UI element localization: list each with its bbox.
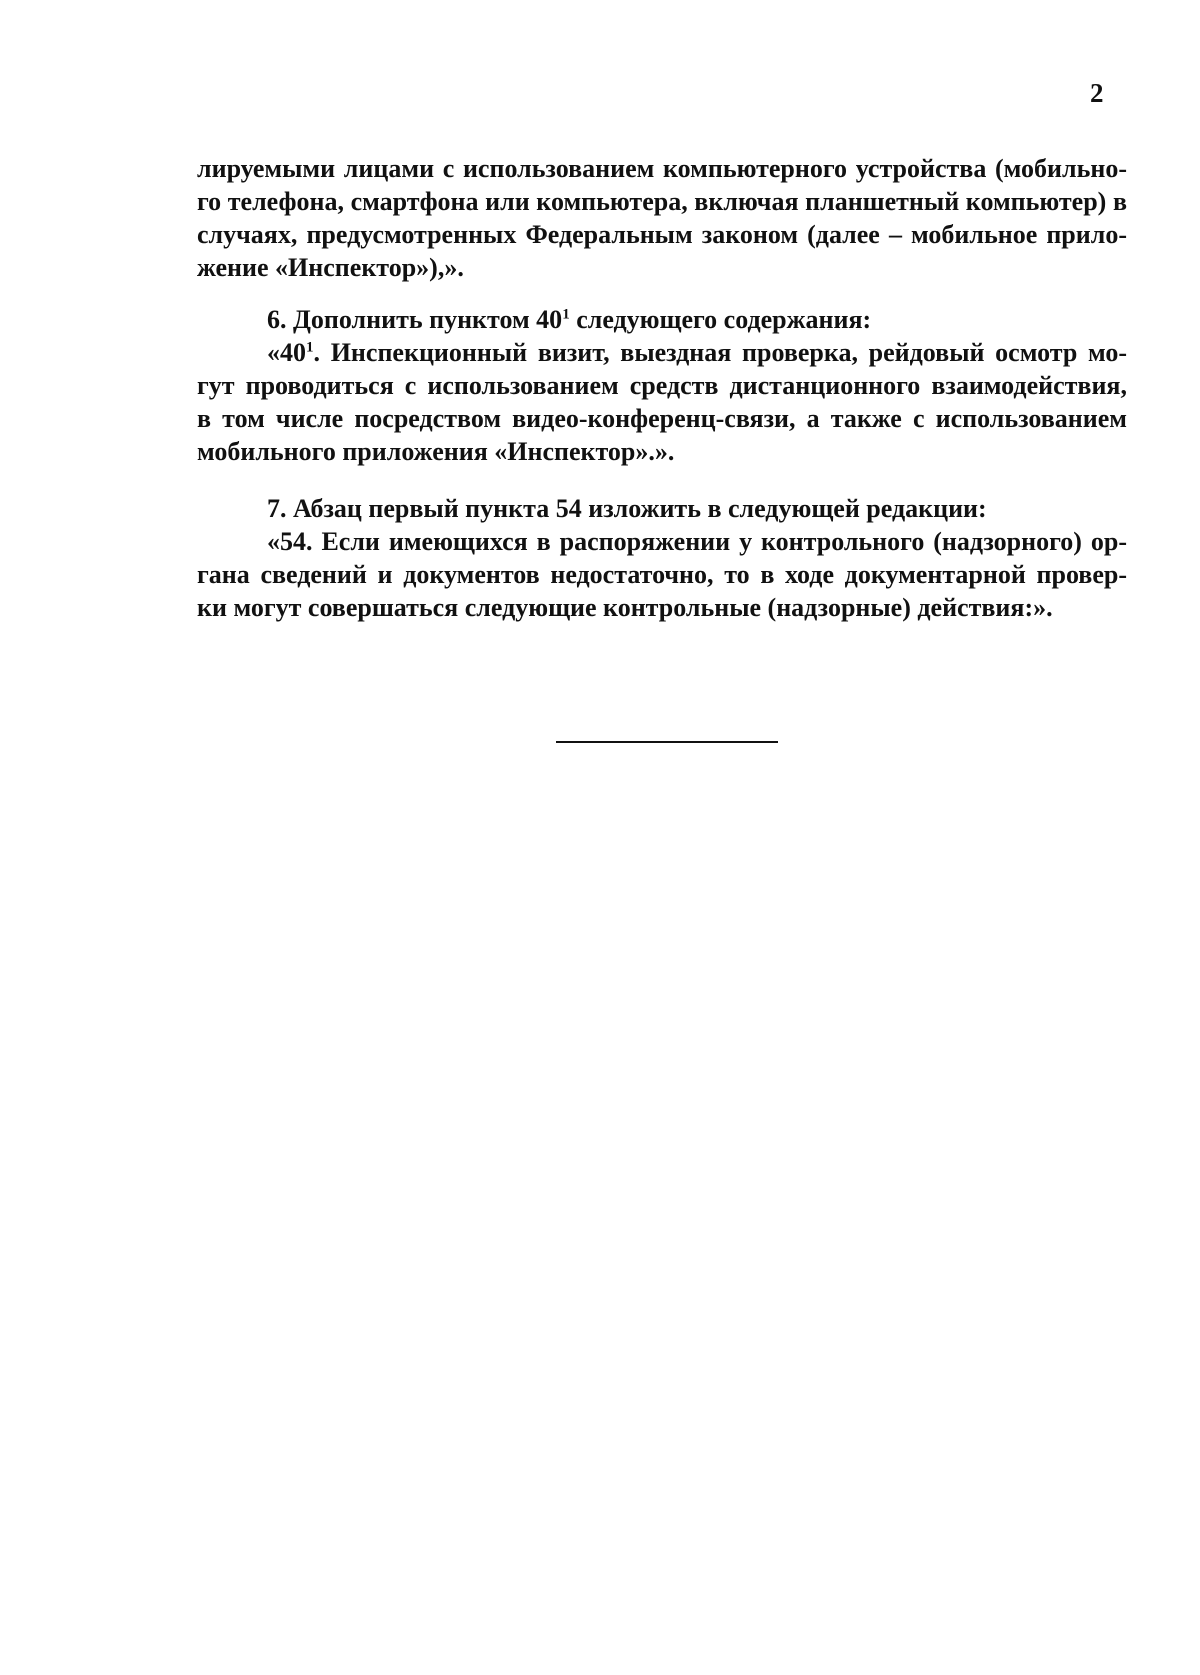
text-line: ки могут совершаться следующие контрольные (надзорные) действия:».	[197, 593, 1053, 622]
item-6-quote-text: . Инспекционный визит, выездная проверка, рейдовый осмотр мо-	[313, 338, 1127, 367]
item-6-quote-line	[197, 336, 1127, 369]
item-6-heading-text-end: следующего содержания:	[569, 305, 872, 334]
closing-divider	[556, 741, 778, 743]
text-line: мобильного приложения «Инспектор».».	[197, 437, 675, 466]
item-6-heading	[197, 303, 1127, 336]
text-line: случаях, предусмотренных Федеральным законом (далее – мобильное прило-	[197, 220, 1127, 249]
item-7	[197, 492, 1127, 624]
text-line: лируемыми лицами с использованием компьютерного устройства (мобильно-	[197, 154, 1127, 183]
text-line: гана сведений и документов недостаточно, то в ходе документарной провер-	[197, 560, 1127, 589]
item-6-quote-start: «40	[267, 338, 306, 367]
superscript: 1	[306, 339, 314, 356]
text-line: гут проводиться с использованием средств дистанционного взаимодействия,	[197, 371, 1127, 400]
text-line: в том числе посредством видео-конференц-связи, а также с использованием	[197, 404, 1127, 433]
text-line: го телефона, смартфона или компьютера, включая планшетный компьютер) в	[197, 187, 1127, 216]
item-6	[197, 303, 1127, 468]
continuation-paragraph	[197, 152, 1127, 284]
superscript: 1	[562, 306, 570, 323]
text-line: «54. Если имеющихся в распоряжении у контрольного (надзорного) ор-	[267, 527, 1127, 556]
item-7-heading: 7. Абзац первый пункта 54 изложить в следующей редакции:	[267, 494, 987, 523]
page-number: 2	[1090, 78, 1104, 108]
text-line: жение «Инспектор»),».	[197, 253, 464, 282]
item-6-heading-text: 6. Дополнить пунктом 40	[267, 305, 563, 334]
